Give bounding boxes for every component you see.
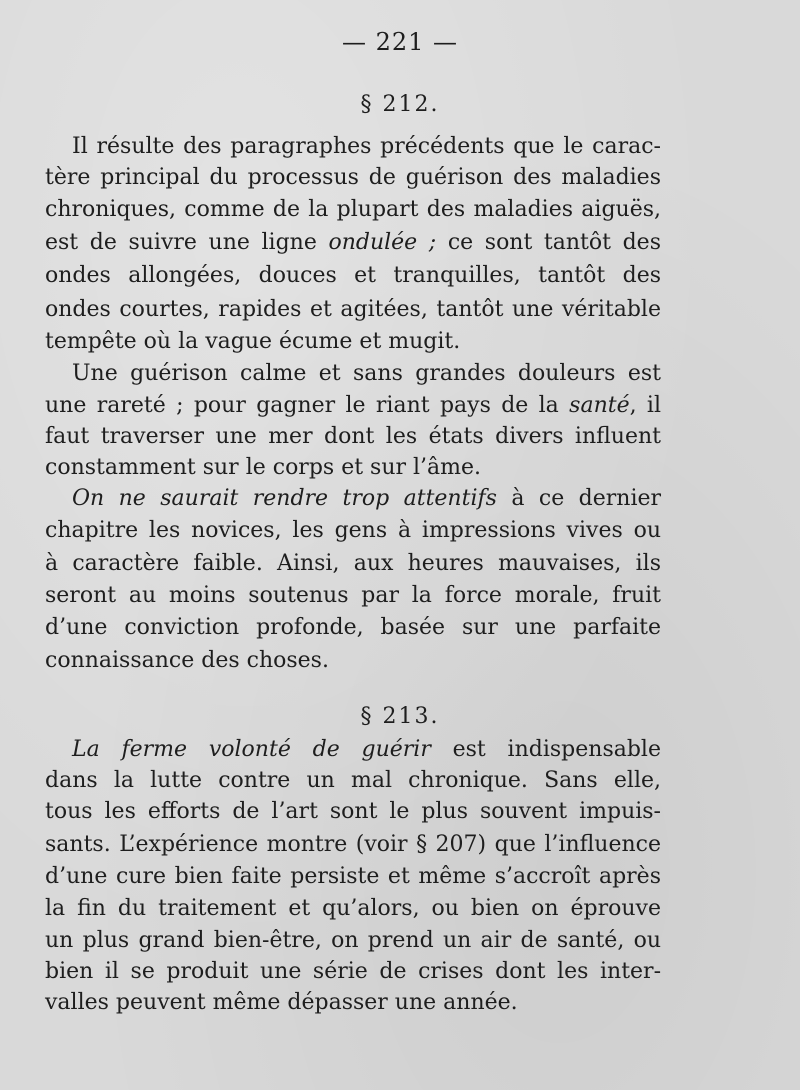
section-heading-213: § 213. [360, 704, 440, 729]
text-line: est de suivre une ligne ondulée ; ce sont tantôt des [45, 230, 661, 255]
text-line: ondes allongées, douces et tranquilles, tantôt des [45, 263, 661, 288]
text-line: d’une cure bien faite persiste et même s’accroît après [45, 864, 661, 889]
text-line: une rareté ; pour gagner le riant pays de la santé, il [45, 393, 662, 418]
text-line: dans la lutte contre un mal chronique. Sans elle, [45, 768, 661, 793]
emphasis-text: La ferme volonté de guérir [72, 737, 431, 762]
emphasis-text: santé [569, 393, 630, 418]
section-heading-212: § 212. [360, 92, 440, 117]
text-line: chapitre les novices, les gens à impressions vives ou [45, 518, 661, 543]
text-line: faut traverser une mer dont les états divers influent [45, 424, 661, 449]
text-line: un plus grand bien-être, on prend un air de santé, ou [45, 928, 661, 953]
text-line: chroniques, comme de la plupart des maladies aiguës, [45, 197, 661, 222]
text-line: seront au moins soutenus par la force morale, fruit [45, 583, 661, 608]
text-line: La ferme volonté de guérir est indispensable [72, 737, 661, 762]
text-line: ondes courtes, rapides et agitées, tantôt une véritable [45, 297, 661, 322]
text-line: à caractère faible. Ainsi, aux heures mauvaises, ils [45, 551, 661, 576]
text-line: connaissance des choses. [45, 648, 329, 673]
text-line: sants. L’expérience montre (voir § 207) que l’influence [45, 832, 661, 857]
text-line: tous les efforts de l’art sont le plus souvent impuis- [45, 799, 661, 824]
text-line: Il résulte des paragraphes précédents que le carac- [72, 134, 661, 159]
text-line: la fin du traitement et qu’alors, ou bien on éprouve [45, 896, 661, 921]
text-line: Une guérison calme et sans grandes douleurs est [72, 361, 661, 386]
emphasis-text: ondulée ; [328, 230, 437, 255]
text-line: d’une conviction profonde, basée sur une parfaite [45, 615, 661, 640]
text-line: bien il se produit une série de crises dont les inter- [45, 959, 661, 984]
page-number: — 221 — [341, 28, 459, 56]
text-line: valles peuvent même dépasser une année. [45, 990, 518, 1015]
text-line: On ne saurait rendre trop attentifs à ce dernier [72, 486, 662, 511]
text-line: tère principal du processus de guérison des maladies [45, 165, 661, 190]
emphasis-text: On ne saurait rendre trop attentifs [72, 486, 497, 511]
text-line: constamment sur le corps et sur l’âme. [45, 455, 482, 480]
text-line: tempête où la vague écume et mugit. [45, 329, 461, 354]
